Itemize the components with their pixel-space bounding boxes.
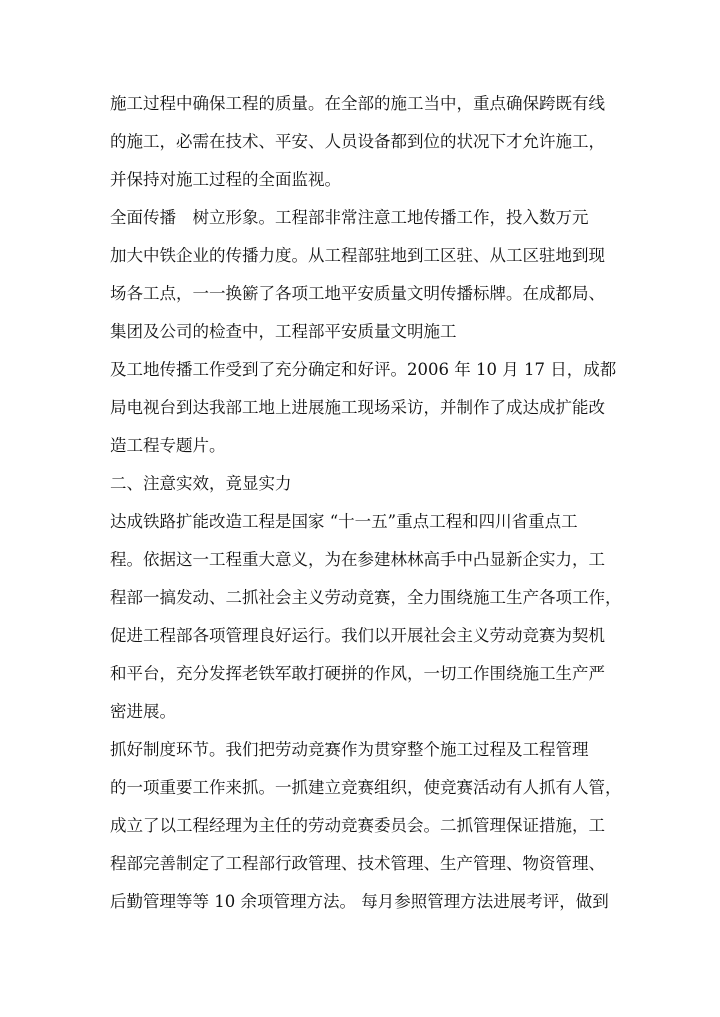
- body-text-line: 抓好制度环节。我们把劳动竞赛作为贯穿整个施工过程及工程管理: [110, 740, 589, 759]
- section-heading: 二、注意实效，竟显实力: [110, 474, 292, 493]
- body-text-line: 程。依据这一工程重大意义，为在参建林林高手中凸显新企实力，工: [110, 550, 605, 569]
- body-text-line: 后勤管理等等 10 余项管理方法。 每月参照管理方法进展考评，做到: [110, 892, 609, 911]
- body-text-line: 促进工程部各项管理良好运行。我们以开展社会主义劳动竞赛为契机: [110, 626, 605, 645]
- body-text-line: 成立了以工程经理为主任的劳动竞赛委员会。二抓管理保证措施，工: [110, 816, 605, 835]
- body-text-line: 程部一搞发动、二抓社会主义劳动竞赛，全力围绕施工生产各项工作，: [110, 588, 622, 607]
- body-text-line: 和平台，充分发挥老铁军敢打硬拼的作风，一切工作围绕施工生产严: [110, 664, 605, 683]
- body-text-line: 程部完善制定了工程部行政管理、技术管理、生产管理、物资管理、: [110, 854, 605, 873]
- body-text-line: 造工程专题片。: [110, 436, 226, 455]
- body-text-line: 局电视台到达我部工地上进展施工现场采访，并制作了成达成扩能改: [110, 398, 605, 417]
- body-text-line: 集团及公司的检查中，工程部平安质量文明施工: [110, 322, 457, 341]
- body-text-line: 全面传播 树立形象。工程部非常注意工地传播工作，投入数万元: [110, 208, 589, 227]
- body-text-line: 的施工，必需在技术、平安、人员设备都到位的状况下才允许施工，: [110, 132, 605, 151]
- body-text-line: 场各工点，一一换簖了各项工地平安质量文明传播标牌。在成都局、: [110, 284, 605, 303]
- body-text-line: 密进展。: [110, 702, 176, 721]
- body-text-line: 加大中铁企业的传播力度。从工程部驻地到工区驻、从工区驻地到现: [110, 246, 605, 265]
- body-text-line: 达成铁路扩能改造工程是国家 “十一五”重点工程和四川省重点工: [110, 512, 578, 531]
- body-text-line: 施工过程中确保工程的质量。在全部的施工当中，重点确保跨既有线: [110, 94, 605, 113]
- body-text-line: 及工地传播工作受到了充分确定和好评。2006 年 10 月 17 日，成都: [110, 360, 617, 379]
- body-text-line: 的一项重要工作来抓。一抓建立竞赛组织，使竞赛活动有人抓有人管，: [110, 778, 622, 797]
- body-text-line: 并保持对施工过程的全面监视。: [110, 170, 341, 189]
